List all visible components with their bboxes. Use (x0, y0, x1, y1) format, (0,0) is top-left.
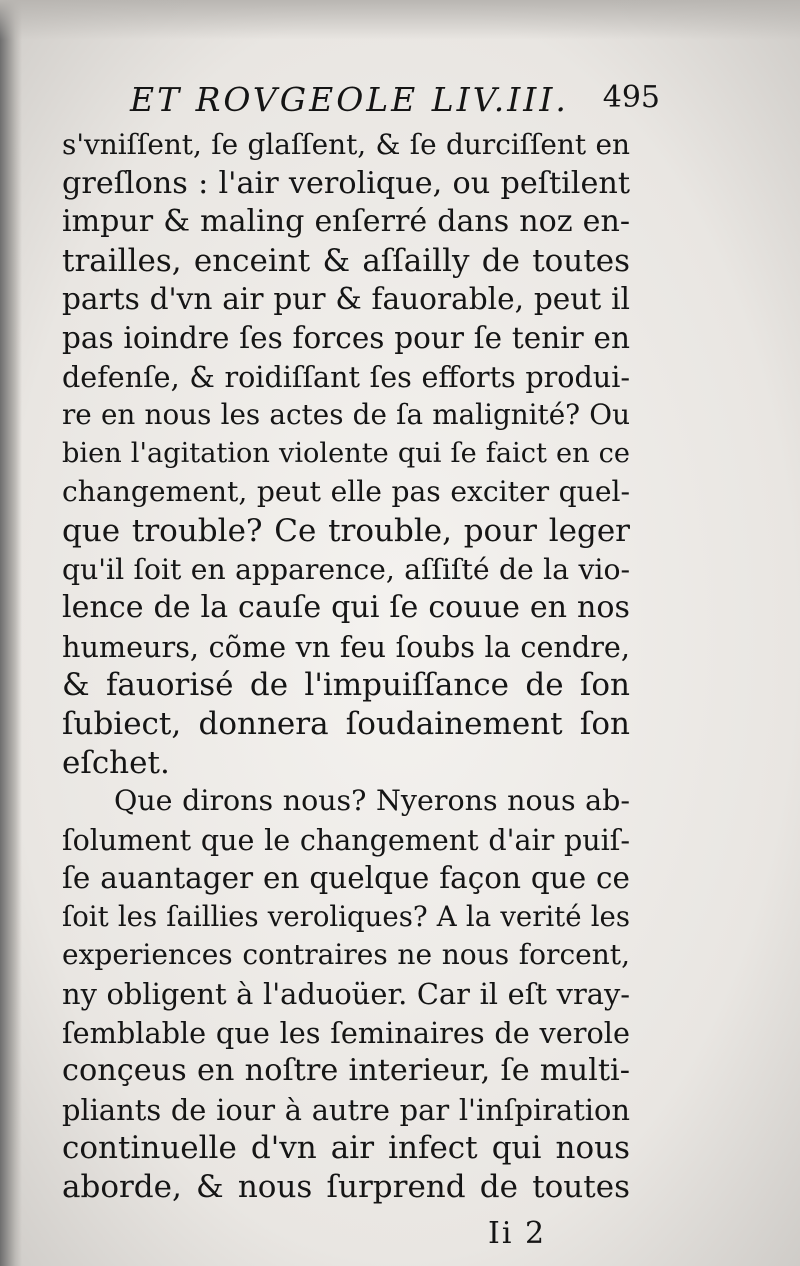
text-line: bien l'agitation violente qui ſe faict en ce (62, 437, 630, 469)
text-line: pliants de iour à autre par l'inſpiration (62, 1092, 630, 1127)
text-line: trailles, enceint & aſſailly de toutes (62, 242, 630, 279)
text-line: qu'il ſoit en apparence, aſſiſté de la vio- (62, 552, 630, 586)
text-line: que trouble? Ce trouble, pour leger (62, 512, 630, 549)
text-line: pas ioindre ſes forces pour ſe tenir en (62, 320, 630, 355)
page-top-shadow (0, 0, 800, 40)
text-line: changement, peut elle pas exciter quel- (62, 475, 630, 509)
text-line: ſoit les ſaillies veroliques? A la verité les (62, 900, 630, 933)
text-line: eſchet. (62, 744, 170, 781)
signature-mark: Ii 2 (488, 1216, 547, 1251)
text-line: parts d'vn air pur & fauorable, peut il (62, 282, 630, 317)
text-line: impur & maling enſerré dans noz en- (62, 204, 630, 240)
running-head (130, 74, 660, 126)
text-line: & fauorisé de l'impuiſſance de ſon (62, 667, 630, 704)
text-line: ny obligent à l'aduoüer. Car il eſt vray- (62, 977, 630, 1012)
page-edge-shadow (0, 0, 22, 1266)
page-number: 495 (602, 80, 660, 115)
text-line: greſlons : l'air verolique, ou peſtilent (62, 165, 630, 201)
text-line: lence de la cauſe qui ſe couue en nos (62, 590, 630, 626)
text-line: ſolument que le changement d'air puiſ- (62, 822, 630, 857)
text-line: humeurs, cõme vn feu ſoubs la cendre, (62, 629, 630, 664)
body-text (62, 126, 630, 1207)
text-line: ſemblable que les ſeminaires de verole (62, 1015, 630, 1050)
text-line: experiences contraires ne nous forcent, (62, 938, 630, 972)
text-line: Que dirons nous? Nyerons nous ab- (114, 784, 630, 818)
text-line: ſe auantager en quelque façon que ce (62, 861, 630, 896)
text-line: defenſe, & roidiſſant ſes efforts produi- (62, 359, 630, 394)
running-head-title: ET ROVGEOLE LIV.III. (130, 80, 569, 119)
text-line: s'vniſſent, ſe glaſſent, & ſe durciſſent en (62, 128, 630, 161)
text-line: re en nous les actes de ſa malignité? Ou (62, 398, 630, 432)
text-line: conçeus en noſtre interieur, ſe multi- (62, 1053, 630, 1089)
text-line: aborde, & nous ſurprend de toutes (62, 1169, 630, 1206)
text-line: ſubiect, donnera ſoudainement ſon (62, 705, 630, 742)
text-line: continuelle d'vn air infect qui nous (62, 1130, 630, 1167)
